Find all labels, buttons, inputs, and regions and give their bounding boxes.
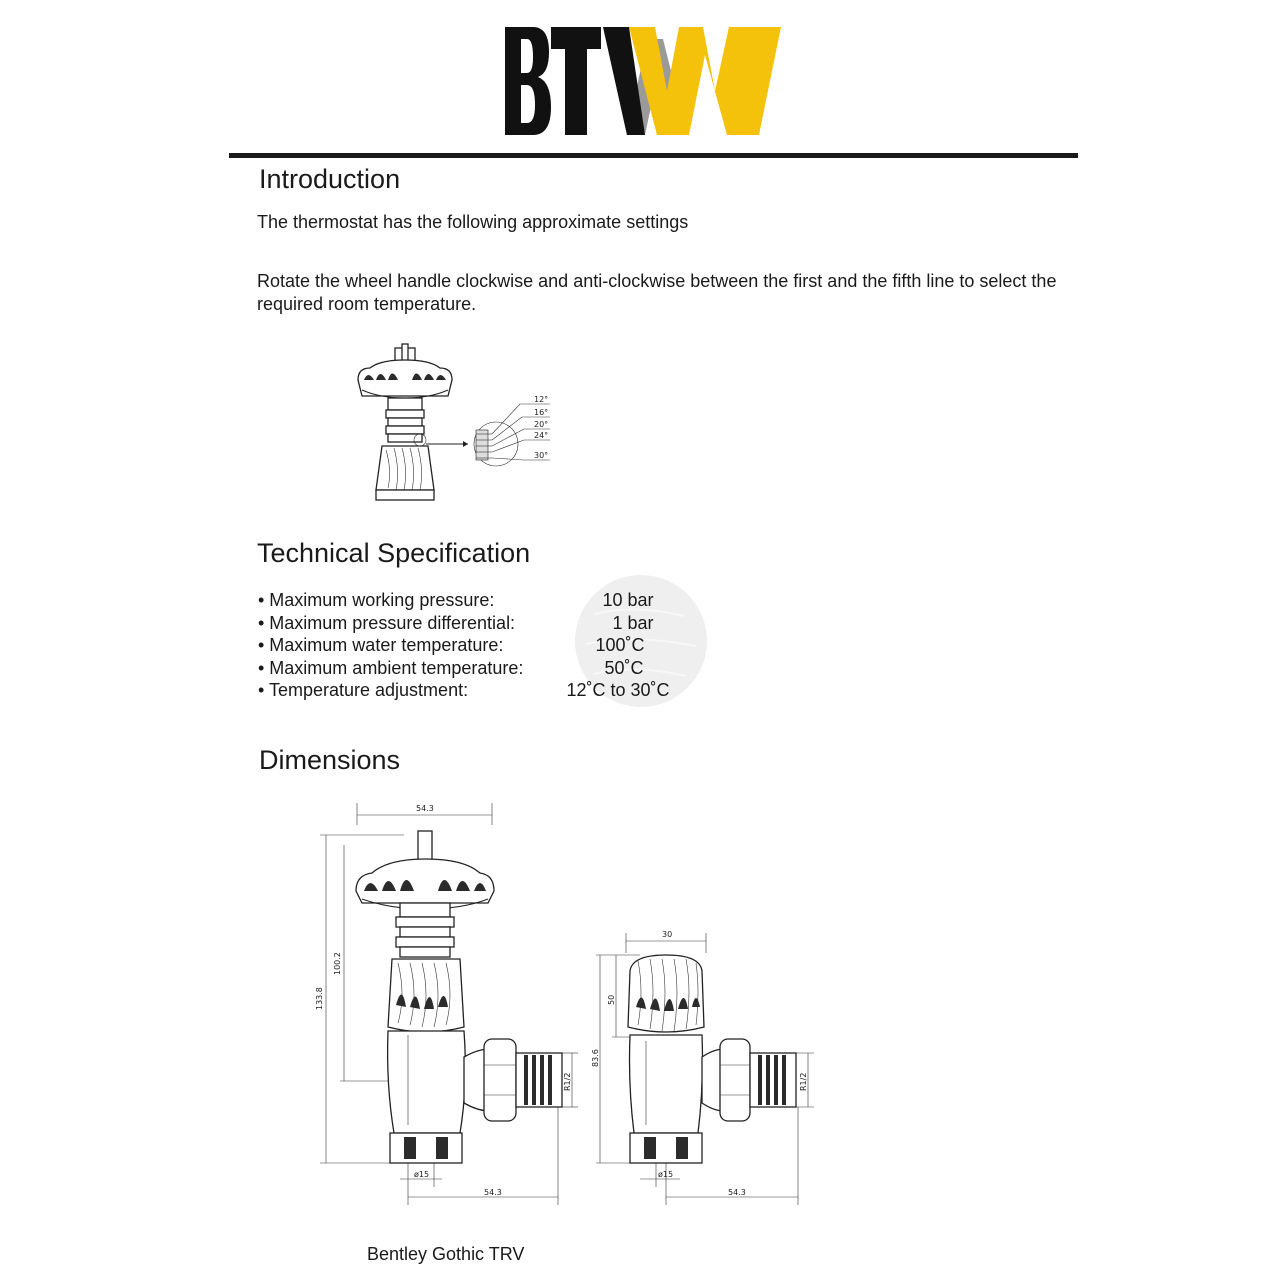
- dimensions-title: Dimensions: [259, 745, 401, 775]
- spec-label: • Maximum pressure differential:: [258, 612, 516, 633]
- technical-specification-title: Technical Specification: [257, 538, 531, 568]
- spec-label: • Maximum ambient temperature:: [258, 657, 524, 678]
- spec-value: 12˚C to 30˚C: [566, 680, 670, 701]
- dim-width: 30: [662, 930, 673, 939]
- setting-label: 20°: [534, 420, 549, 429]
- dim-thread: R1/2: [563, 1072, 572, 1091]
- spec-value: 10 bar: [602, 590, 654, 610]
- dim-offset: 54.3: [728, 1188, 746, 1197]
- dim-height-body: 100.2: [333, 952, 342, 975]
- setting-label: 12°: [534, 395, 549, 404]
- brand-logo: [505, 25, 781, 137]
- spec-value: 100˚C: [595, 635, 645, 656]
- logo-letter-t: [551, 27, 601, 135]
- spec-label: • Temperature adjustment:: [258, 680, 469, 701]
- spec-value: 50˚C: [604, 657, 644, 678]
- spec-value: 1 bar: [612, 612, 654, 633]
- dim-height-total: 133.8: [315, 987, 324, 1010]
- product-caption: Bentley Gothic TRV: [367, 1244, 525, 1264]
- setting-label: 30°: [534, 451, 549, 460]
- dim-pipe: ø15: [658, 1170, 674, 1179]
- introduction-instructions: Rotate the wheel handle clockwise and anti-clockwise between the first and the fifth line to select the required room temperature.: [257, 271, 1057, 314]
- dim-height-head: 50: [607, 994, 616, 1005]
- spec-label: • Maximum working pressure:: [258, 590, 495, 610]
- header-rule: [229, 153, 1078, 158]
- dim-thread: R1/2: [799, 1072, 808, 1091]
- logo-letter-b: [505, 27, 551, 135]
- angled-valve-drawing: [315, 803, 578, 1205]
- dim-pipe: ø15: [414, 1170, 430, 1179]
- spec-label: • Maximum water temperature:: [258, 635, 504, 656]
- thermostat-settings-diagram: [350, 340, 560, 510]
- introduction-paragraph: The thermostat has the following approximate settings: [257, 212, 689, 232]
- dimensions-drawing: [300, 795, 850, 1205]
- logo-letter-w: [629, 27, 781, 135]
- corner-valve-drawing: [591, 930, 814, 1205]
- setting-label: 24°: [534, 431, 549, 440]
- dim-offset: 54.3: [484, 1188, 502, 1197]
- introduction-title: Introduction: [259, 164, 401, 194]
- setting-label: 16°: [534, 408, 549, 417]
- dim-width: 54.3: [416, 804, 434, 813]
- dim-height-total: 83.6: [591, 1049, 600, 1067]
